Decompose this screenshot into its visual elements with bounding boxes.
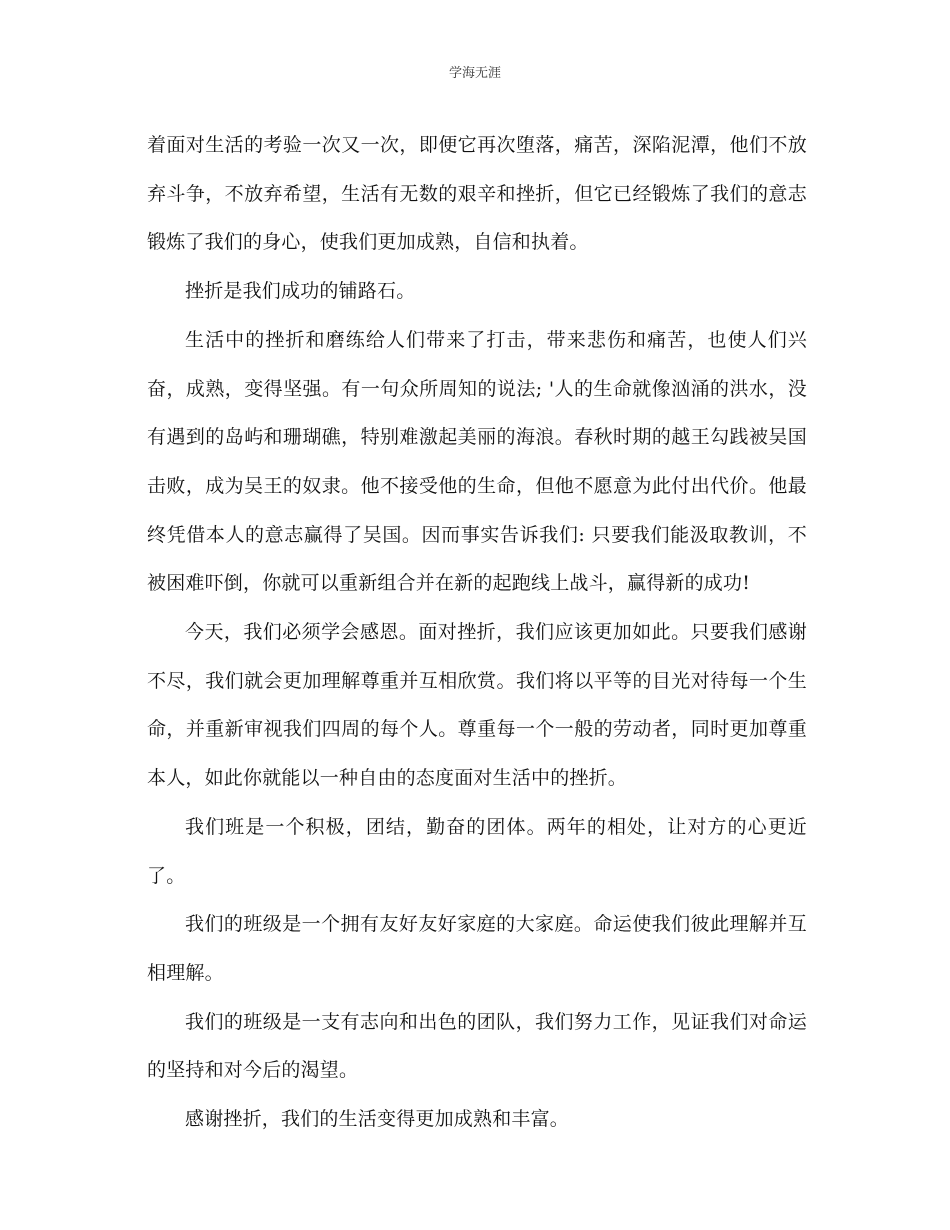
page-header: 学海无涯 — [448, 66, 501, 81]
document-body — [147, 121, 807, 1144]
paragraph-3: 生活中的挫折和磨练给人们带来了打击，带来悲伤和痛苦，也使人们兴奋，成熟，变得坚强。有一句众所周知的说法; '人的生命就像汹涌的洪水，没有遇到的岛屿和珊瑚礁，特别难激起美丽的海浪。春秋时期的越王勾践被吴国击败，成为吴王的奴隶。他不接受他的生命，但他不愿意为此付出代价。他最终凭借本人的意志赢得了吴国。因而事实告诉我们: 只要我们能汲取教训，不被困难吓倒，你就可以重新组合并在新的起跑线上战斗，赢得新的成功! — [147, 328, 807, 595]
paragraph-1: 着面对生活的考验一次又一次，即便它再次堕落，痛苦，深陷泥潭，他们不放弃斗争，不放弃希望，生活有无数的艰辛和挫折，但它已经锻炼了我们的意志锻炼了我们的身心，使我们更加成熟，自信和执着。 — [147, 134, 807, 254]
paragraph-2: 挫折是我们成功的铺路石。 — [185, 280, 416, 303]
paragraph-8: 感谢挫折，我们的生活变得更加成熟和丰富。 — [185, 1108, 570, 1131]
paragraph-6: 我们的班级是一个拥有友好友好家庭的大家庭。命运使我们彼此理解并互相理解。 — [147, 913, 807, 984]
paragraph-7: 我们的班级是一支有志向和出色的团队，我们努力工作，见证我们对命运的坚持和对今后的渴望。 — [147, 1010, 807, 1082]
paragraph-5: 我们班是一个积极，团结，勤奋的团体。两年的相处，让对方的心更近了。 — [147, 815, 807, 887]
paragraph-4: 今天，我们必须学会感恩。面对挫折，我们应该更加如此。只要我们感谢不尽，我们就会更加理解尊重并互相欣赏。我们将以平等的目光对待每一个生命，并重新审视我们四周的每个人。尊重每一个一般的劳动者，同时更加尊重本人，如此你就能以一种自由的态度面对生活中的挫折。 — [147, 621, 807, 790]
